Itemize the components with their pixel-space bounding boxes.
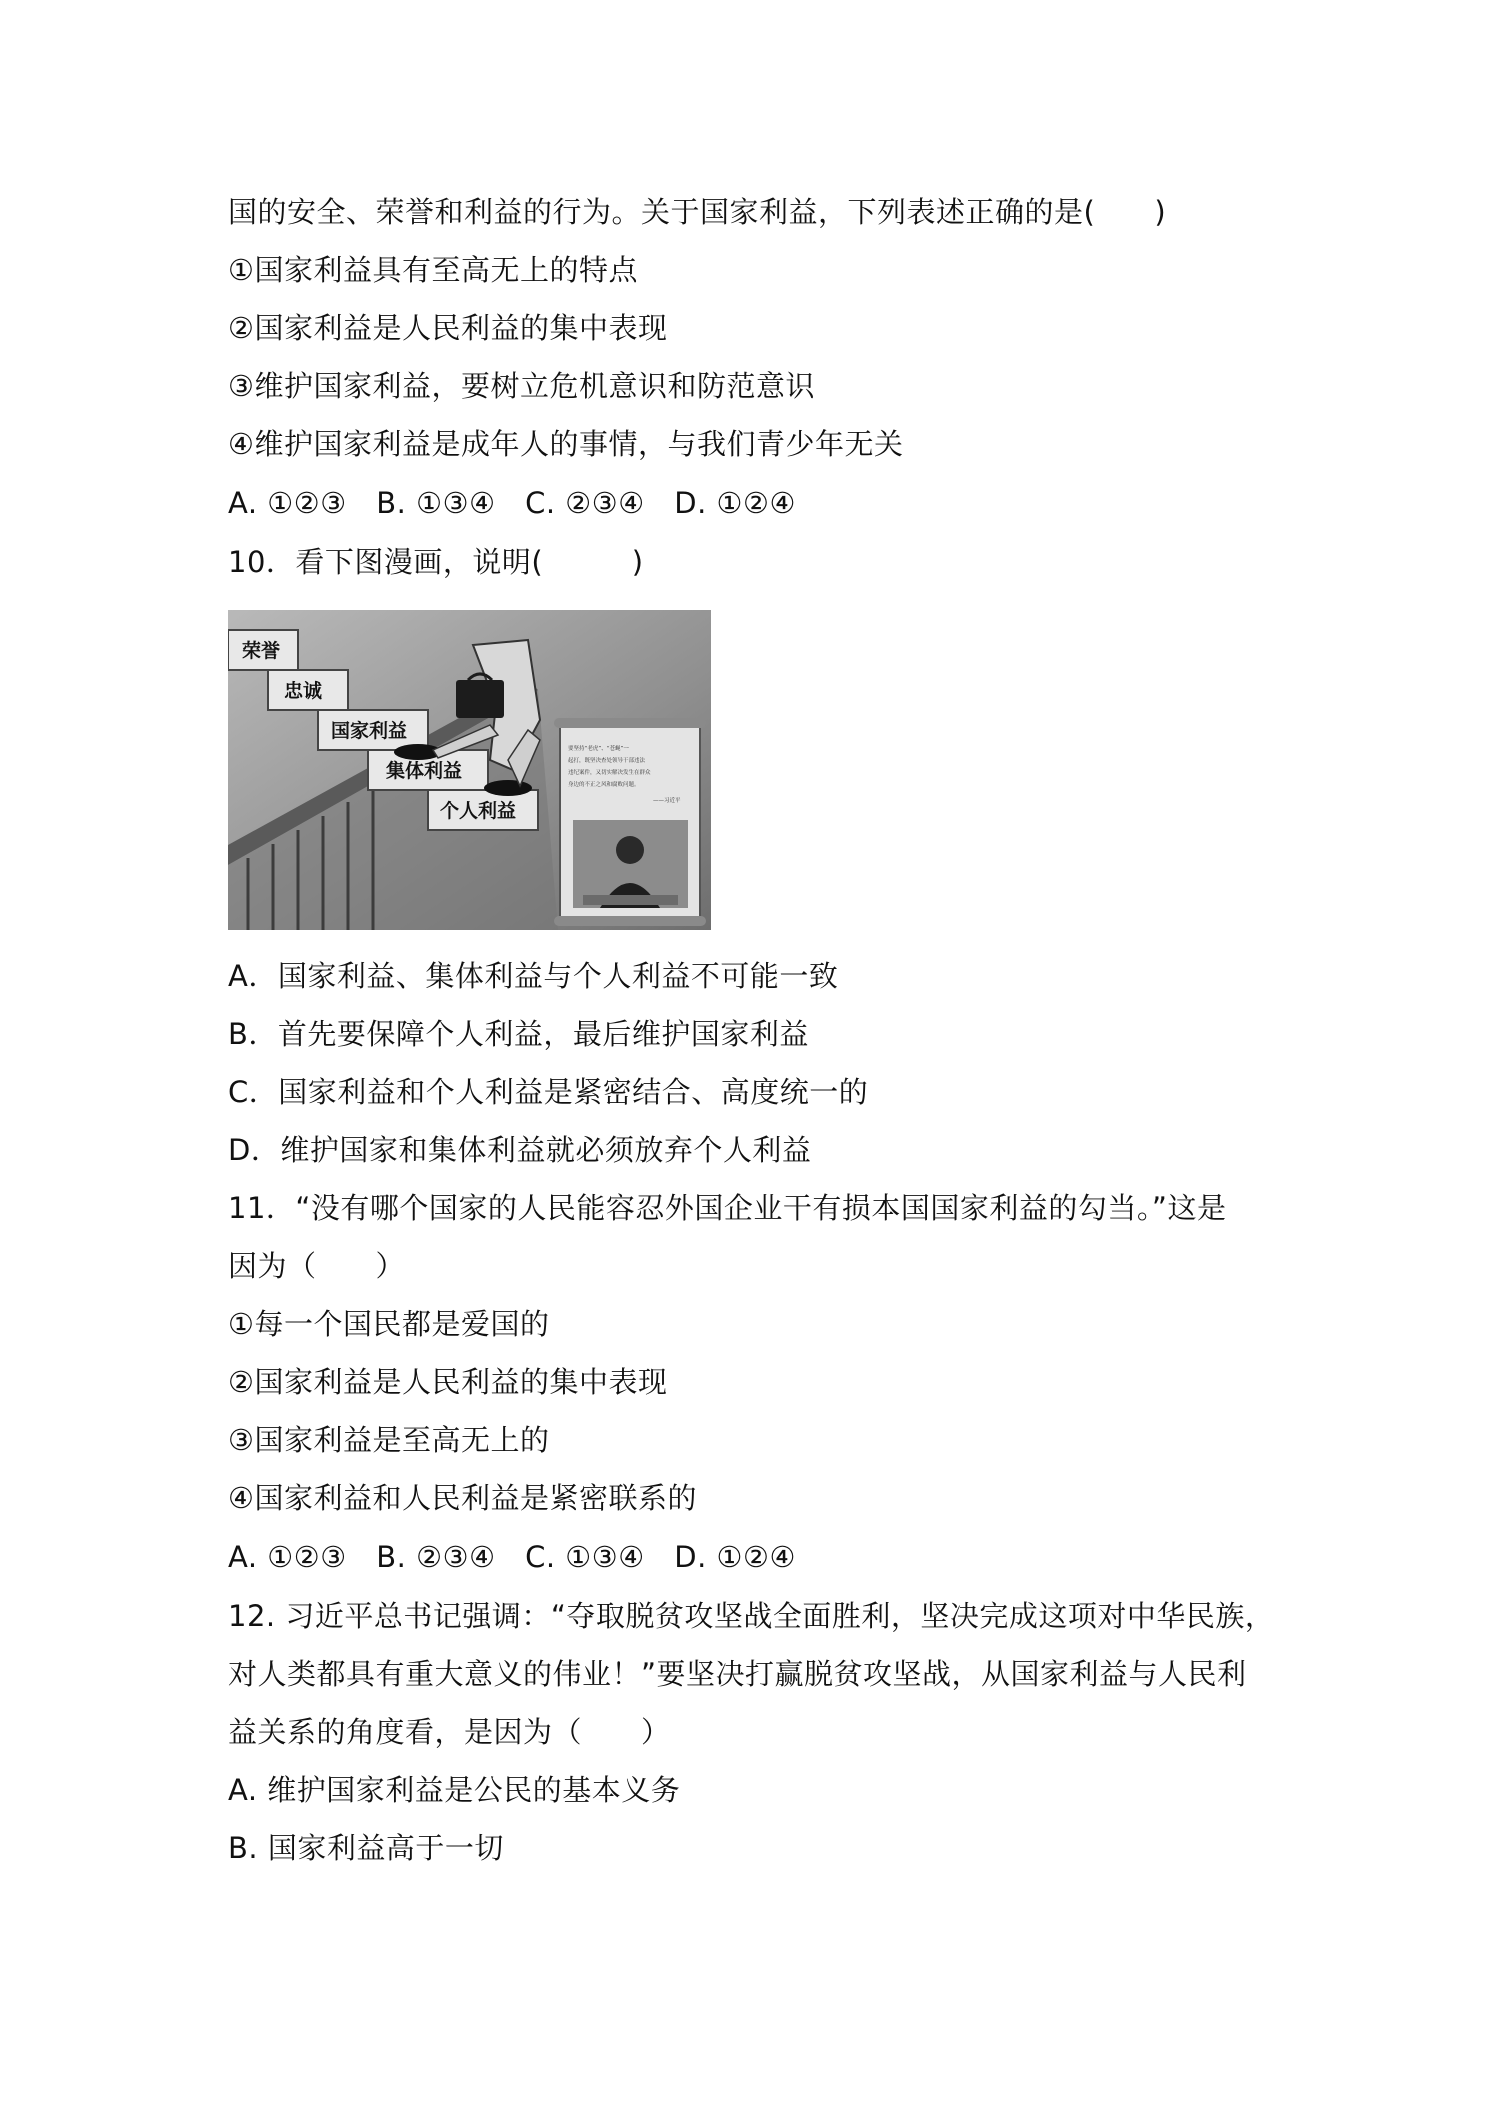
q9-statement-4: ④维护国家利益是成年人的事情，与我们青少年无关 [228, 427, 904, 461]
scroll-signature: ——习近平 [653, 798, 681, 804]
q10-option-a: A．国家利益、集体利益与个人利益不可能一致 [228, 959, 839, 993]
q11-stem-line-1: 11．“没有哪个国家的人民能容忍外国企业干有损本国国家利益的勾当。”这是 [228, 1191, 1227, 1225]
quote-scroll [554, 718, 706, 926]
scroll-text-1: 要坚持“老虎”、“苍蝇”一 [568, 746, 629, 752]
q9-stem: 国的安全、荣誉和利益的行为。关于国家利益，下列表述正确的是( ) [228, 195, 1167, 229]
shoe-right [484, 780, 532, 796]
q11-statement-2: ②国家利益是人民利益的集中表现 [228, 1365, 668, 1399]
q11-statement-3: ③国家利益是至高无上的 [228, 1423, 550, 1457]
q12-stem-line-2: 对人类都具有重大意义的伟业！”要坚决打赢脱贫攻坚战，从国家利益与人民利 [228, 1657, 1247, 1691]
step-label-national-interest: 国家利益 [331, 720, 408, 742]
q11-statement-4: ④国家利益和人民利益是紧密联系的 [228, 1481, 697, 1515]
scroll-text-4: 身边的不正之风和腐败问题。 [568, 782, 640, 788]
scroll-text-3: 违纪案件，又切实解决发生在群众 [568, 770, 651, 776]
step-label-personal-interest: 个人利益 [440, 800, 517, 822]
q12-stem-line-1: 12. 习近平总书记强调：“夺取脱贫攻坚战全面胜利，坚决完成这项对中华民族， [228, 1599, 1275, 1633]
step-label-collective-interest: 集体利益 [386, 760, 463, 782]
q12-stem-line-3: 益关系的角度看，是因为（ ） [228, 1715, 671, 1749]
q11-statement-1: ①每一个国民都是爱国的 [228, 1307, 550, 1341]
q9-statement-1: ①国家利益具有至高无上的特点 [228, 253, 638, 287]
scroll-text-2: 起打，既坚决查处领导干部违法 [568, 758, 646, 764]
q10-option-b: B．首先要保障个人利益，最后维护国家利益 [228, 1017, 809, 1051]
briefcase [456, 680, 504, 718]
cartoon-image [228, 610, 711, 930]
q12-option-b: B. 国家利益高于一切 [228, 1831, 504, 1865]
q11-options: A. ①②③ B. ②③④ C. ①③④ D. ①②④ [228, 1540, 797, 1574]
q10-stem: 10．看下图漫画，说明( ) [228, 545, 644, 579]
q10-option-d: D．维护国家和集体利益就必须放弃个人利益 [228, 1133, 812, 1167]
q11-stem-line-2: 因为（ ） [228, 1249, 406, 1283]
step-label-loyalty: 忠诚 [284, 680, 323, 702]
q9-statement-3: ③维护国家利益，要树立危机意识和防范意识 [228, 369, 815, 403]
cartoon-illustration [228, 610, 711, 930]
portrait-head [616, 836, 644, 864]
step-label-honor: 荣誉 [242, 640, 281, 662]
q9-statement-2: ②国家利益是人民利益的集中表现 [228, 311, 668, 345]
q12-option-a: A. 维护国家利益是公民的基本义务 [228, 1773, 681, 1807]
q9-options: A. ①②③ B. ①③④ C. ②③④ D. ①②④ [228, 486, 797, 520]
q10-option-c: C．国家利益和个人利益是紧密结合、高度统一的 [228, 1075, 869, 1109]
